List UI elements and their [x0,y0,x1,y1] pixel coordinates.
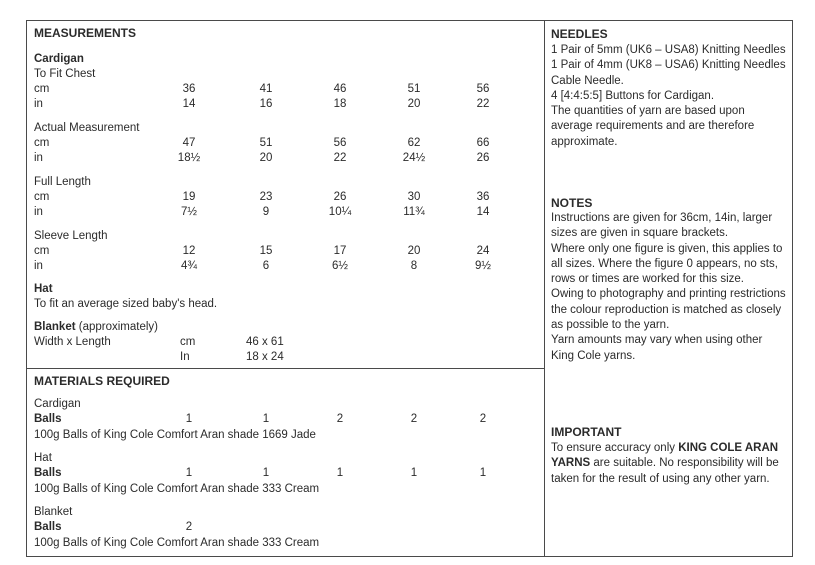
size-value: 9 [262,206,270,218]
blanket-in-value: 18 x 24 [246,351,284,363]
material-item-title: Blanket [34,506,73,518]
cardigan-title: Cardigan [34,53,84,65]
size-value: 56 [333,137,347,149]
balls-label: Balls [34,413,62,425]
blanket-dimension-label: Width x Length [34,336,111,348]
blanket-approx: (approximately) [75,321,158,333]
material-item-title: Cardigan [34,398,81,410]
ball-count: 1 [262,413,270,425]
row-unit-label: in [34,260,43,272]
row-unit-label: in [34,98,43,110]
size-value: 4¾ [181,260,197,272]
size-value: 16 [259,98,273,110]
hat-text: To fit an average sized baby's head. [34,298,218,310]
size-value: 51 [259,137,273,149]
size-value: 41 [259,83,273,95]
ball-count: 1 [185,467,193,479]
size-value: 22 [333,152,347,164]
size-value: 15 [259,245,273,257]
size-value: 46 [333,83,347,95]
size-value: 20 [407,98,421,110]
yarn-description: 100g Balls of King Cole Comfort Aran shade 333 Cream [34,537,320,549]
hat-title: Hat [34,283,53,295]
size-value: 9½ [475,260,491,272]
row-unit-label: In [180,351,190,363]
material-item-title: Hat [34,452,52,464]
size-value: 14 [476,206,490,218]
important-text [551,441,787,487]
to-fit-chest-label: To Fit Chest [34,68,96,80]
important-text-after: are suitable. No responsibility will be taken for the result of using any other yarn. [551,457,779,485]
size-value: 26 [333,191,347,203]
size-value: 36 [476,191,490,203]
row-unit-label: in [34,206,43,218]
size-value: 22 [476,98,490,110]
ball-count: 1 [262,467,270,479]
size-value: 26 [476,152,490,164]
materials-heading: MATERIALS REQUIRED [34,374,170,388]
row-unit-label: cm [34,245,50,257]
full-length-label: Full Length [34,176,91,188]
row-unit-label: in [34,152,43,164]
size-value: 24 [476,245,490,257]
important-heading: IMPORTANT [551,425,622,439]
blanket-heading [34,320,158,334]
row-unit-label: cm [34,83,50,95]
size-value: 7½ [181,206,197,218]
ball-count: 2 [479,413,487,425]
ball-count: 1 [185,413,193,425]
size-value: 6 [262,260,270,272]
balls-label: Balls [34,467,62,479]
section-divider [26,368,544,369]
size-value: 10¼ [328,206,352,218]
size-value: 24½ [402,152,426,164]
size-value: 19 [182,191,196,203]
row-unit-label: cm [34,191,50,203]
needles-text: 1 Pair of 5mm (UK6 – USA8) Knitting Needles 1 Pair of 4mm (UK8 – USA6) Knitting Needles Cable Needle. 4 [4:4:5:5] Buttons for Cardigan. The quantities of yarn are based upon average requirements and are therefore approximate. [551,44,786,148]
notes-heading: NOTES [551,196,593,210]
yarn-description: 100g Balls of King Cole Comfort Aran shade 333 Cream [34,483,320,495]
size-value: 14 [182,98,196,110]
actual-measurement-label: Actual Measurement [34,122,140,134]
row-unit-label: cm [180,336,196,348]
important-brand: KING COLE ARAN YARNS [551,442,779,470]
ball-count: 2 [185,521,193,533]
size-value: 30 [407,191,421,203]
blanket-cm-value: 46 x 61 [246,336,284,348]
needles-heading: NEEDLES [551,27,608,41]
size-value: 36 [182,83,196,95]
ball-count: 2 [336,413,344,425]
size-value: 51 [407,83,421,95]
size-value: 12 [182,245,196,257]
size-value: 6½ [332,260,348,272]
blanket-title: Blanket [34,321,76,333]
size-value: 17 [333,245,347,257]
measurements-heading: MEASUREMENTS [34,26,137,40]
size-value: 20 [407,245,421,257]
ball-count: 1 [410,467,418,479]
size-value: 18 [333,98,347,110]
column-divider [544,20,545,557]
size-value: 47 [182,137,196,149]
ball-count: 1 [479,467,487,479]
size-value: 18½ [177,152,201,164]
notes-text: Instructions are given for 36cm, 14in, larger sizes are given in square brackets. Where only one figure is given, this applies to all sizes. Where the figure 0 appears, no sts, rows or times are worked for this size. Owing to photography and printing restrictions the colour reproduction is matched as closely as possible to the yarn. Yarn amounts may vary when using other King Cole yarns. [551,212,786,362]
ball-count: 2 [410,413,418,425]
yarn-description: 100g Balls of King Cole Comfort Aran shade 1669 Jade [34,429,316,441]
sleeve-length-label: Sleeve Length [34,230,108,242]
size-value: 62 [407,137,421,149]
balls-label: Balls [34,521,62,533]
ball-count: 1 [336,467,344,479]
size-value: 56 [476,83,490,95]
size-value: 8 [410,260,418,272]
size-value: 66 [476,137,490,149]
size-value: 23 [259,191,273,203]
important-text-before: To ensure accuracy only [551,442,679,454]
size-value: 11¾ [403,206,425,218]
size-value: 20 [259,152,273,164]
row-unit-label: cm [34,137,50,149]
